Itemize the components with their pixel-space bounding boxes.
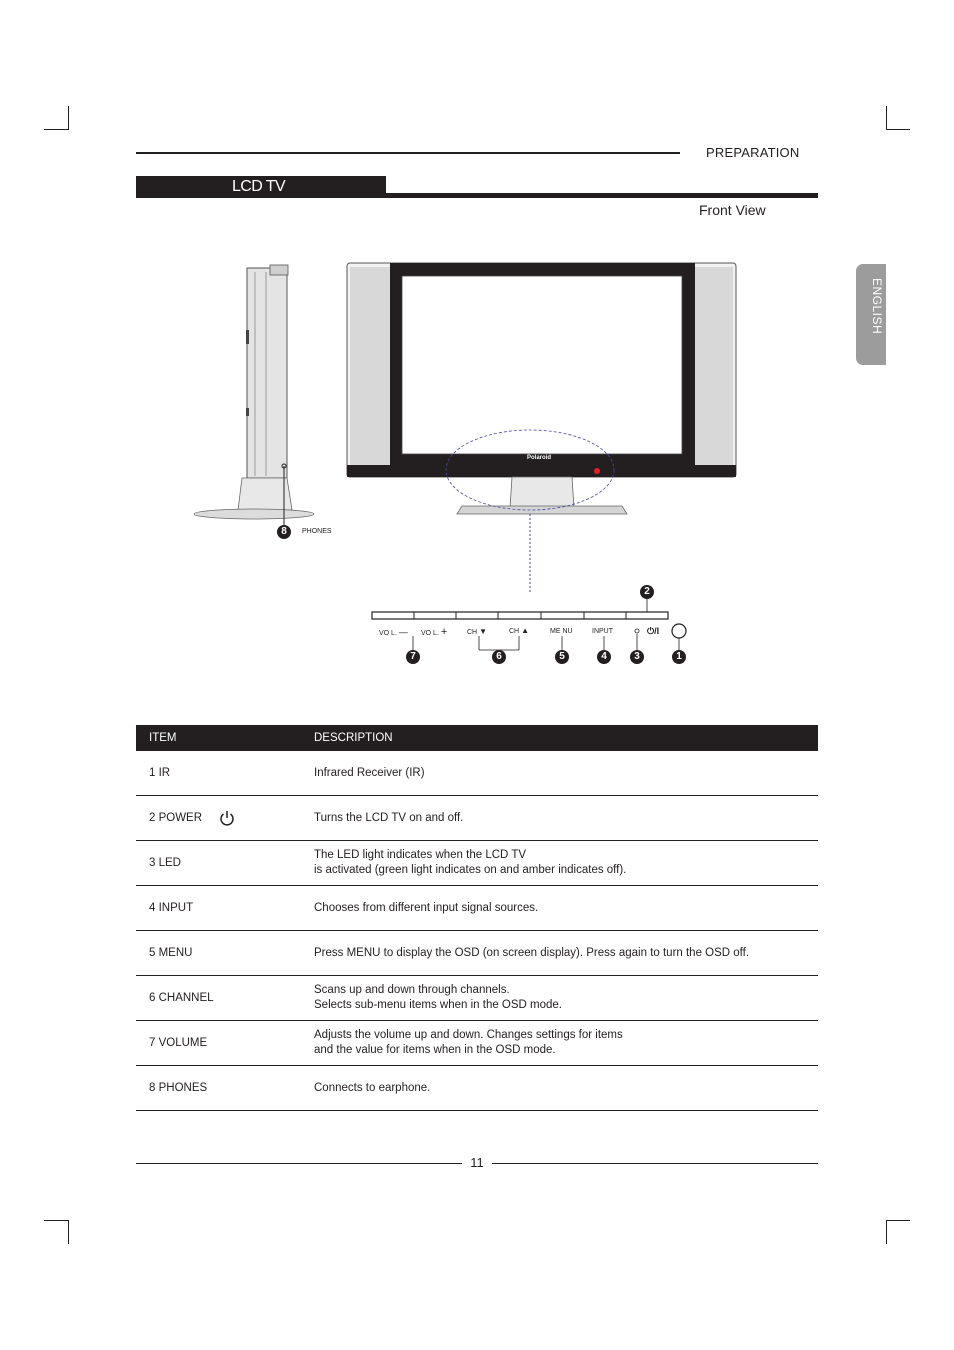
description-cell: Scans up and down through channels. Selects sub-menu items when in the OSD mode. <box>314 976 818 1021</box>
crop-mark-br-h <box>886 1220 910 1221</box>
description-cell: Infrared Receiver (IR) <box>314 751 818 796</box>
page-title: LCD TV <box>232 178 286 195</box>
brand-logo: Polaroid <box>527 455 552 461</box>
button-label-vol-down: VO L. — <box>379 627 408 637</box>
table-row <box>136 751 818 796</box>
callout-8: 8 <box>277 525 291 539</box>
item-cell: 5 MENU <box>136 931 314 976</box>
callout-7: 7 <box>406 650 420 664</box>
item-cell: 6 CHANNEL <box>136 976 314 1021</box>
footer-rule-right <box>492 1163 818 1164</box>
table-row <box>136 976 818 1021</box>
spec-table <box>136 725 818 1111</box>
item-cell: 7 VOLUME <box>136 1021 314 1066</box>
power-button-label: ⏻/I <box>647 626 660 636</box>
callout-2: 2 <box>640 585 654 599</box>
button-label-input: INPUT <box>592 628 613 635</box>
page-number: 11 <box>470 1155 484 1170</box>
header-item: ITEM <box>136 725 314 751</box>
section-header: PREPARATION <box>706 145 800 160</box>
item-cell: 2 POWER <box>136 796 314 841</box>
table-row <box>136 796 818 841</box>
button-label-ch-down: CH ▼ <box>467 627 487 636</box>
callout-1: 1 <box>672 650 686 664</box>
item-cell: 4 INPUT <box>136 886 314 931</box>
description-cell: Chooses from different input signal sources. <box>314 886 818 931</box>
item-cell: 3 LED <box>136 841 314 886</box>
item-cell: 1 IR <box>136 751 314 796</box>
crop-mark-br-v <box>886 1220 887 1244</box>
table-row <box>136 841 818 886</box>
description-cell: Connects to earphone. <box>314 1066 818 1111</box>
item-cell: 8 PHONES <box>136 1066 314 1111</box>
description-cell: Adjusts the volume up and down. Changes settings for items and the value for items when in the OSD mode. <box>314 1021 818 1066</box>
callout-5: 5 <box>555 650 569 664</box>
tv-front-view <box>347 263 736 592</box>
button-label-menu: ME NU <box>550 628 573 635</box>
crop-mark-bl-h <box>44 1220 68 1221</box>
control-strip <box>372 598 686 652</box>
table-row <box>136 931 818 976</box>
button-label-ch-up: CH ▲ <box>509 626 529 635</box>
table-row <box>136 1021 818 1066</box>
subtitle: Front View <box>699 202 766 218</box>
callout-3: 3 <box>630 650 644 664</box>
header-description: DESCRIPTION <box>314 725 818 751</box>
tv-side-view <box>194 265 314 528</box>
button-label-vol-up: VO L. + <box>421 626 448 638</box>
description-cell: Press MENU to display the OSD (on screen display). Press again to turn the OSD off. <box>314 931 818 976</box>
power-icon <box>219 810 235 826</box>
description-cell: The LED light indicates when the LCD TV is activated (green light indicates on and amber indicates off). <box>314 841 818 886</box>
language-tab-label: ENGLISH <box>870 278 884 335</box>
table-row <box>136 886 818 931</box>
table-row <box>136 1066 818 1111</box>
crop-mark-bl-v <box>68 1220 69 1244</box>
callout-4: 4 <box>597 650 611 664</box>
table-header-row <box>136 725 818 751</box>
description-cell: Turns the LCD TV on and off. <box>314 796 818 841</box>
footer-rule-left <box>136 1163 462 1164</box>
callout-6: 6 <box>492 650 506 664</box>
phones-label: PHONES <box>302 528 332 535</box>
